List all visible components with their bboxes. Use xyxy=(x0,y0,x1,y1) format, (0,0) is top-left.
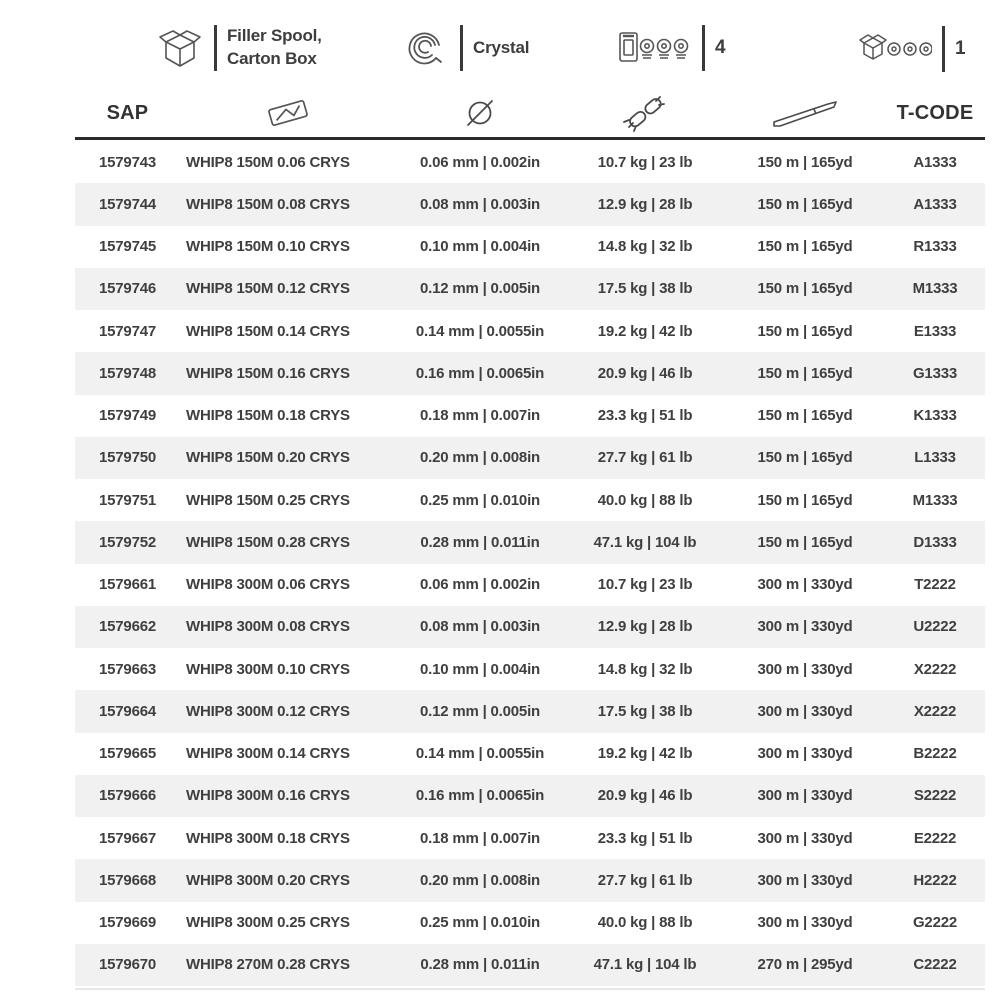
table-row xyxy=(75,775,985,817)
cell-length: 150 m | 165yd xyxy=(757,195,853,213)
cell-diameter: 0.08 mm | 0.003in xyxy=(419,195,541,213)
cell-diameter: 0.28 mm | 0.011in xyxy=(420,533,540,551)
line-coil-icon xyxy=(402,24,450,72)
diameter-icon xyxy=(463,96,497,130)
cell-product-name: WHIP8 300M 0.16 CRYS xyxy=(186,787,350,805)
table-body xyxy=(75,141,985,986)
cell-product-name: WHIP8 270M 0.28 CRYS xyxy=(186,956,350,974)
cell-tcode: S2222 xyxy=(913,787,957,805)
cell-length: 300 m | 330yd xyxy=(757,702,853,720)
cell-length: 150 m | 165yd xyxy=(757,322,853,340)
cell-tcode: X2222 xyxy=(913,660,957,678)
cell-strength: 14.8 kg | 32 lb xyxy=(597,660,693,678)
table-row xyxy=(75,183,985,225)
table-row xyxy=(75,395,985,437)
chain-link-icon xyxy=(623,93,667,133)
table-row xyxy=(75,479,985,521)
cell-length: 150 m | 165yd xyxy=(757,280,853,298)
cell-tcode: E2222 xyxy=(913,829,957,847)
table-row xyxy=(75,690,985,732)
cell-sap: 1579750 xyxy=(99,449,156,467)
cell-strength: 12.9 kg | 28 lb xyxy=(597,618,693,636)
cell-product-name: WHIP8 150M 0.12 CRYS xyxy=(186,280,350,298)
cell-length: 300 m | 330yd xyxy=(757,618,853,636)
table-row xyxy=(75,648,985,690)
cell-strength: 20.9 kg | 46 lb xyxy=(597,364,693,382)
cell-product-name: WHIP8 150M 0.10 CRYS xyxy=(186,238,350,256)
cell-sap: 1579666 xyxy=(99,787,156,805)
cell-product-name: WHIP8 300M 0.12 CRYS xyxy=(186,702,350,720)
cell-tcode: T2222 xyxy=(914,576,956,594)
cell-strength: 17.5 kg | 38 lb xyxy=(597,702,693,720)
cell-diameter: 0.28 mm | 0.011in xyxy=(420,956,540,974)
cell-diameter: 0.18 mm | 0.007in xyxy=(419,829,541,847)
cell-tcode: E1333 xyxy=(913,322,957,340)
cell-tcode: G2222 xyxy=(912,914,958,932)
spools-per-pack-value: 4 xyxy=(715,37,726,58)
cell-tcode: K1333 xyxy=(913,407,957,425)
filler-spool-pack-icon xyxy=(616,24,692,72)
cell-length: 270 m | 295yd xyxy=(757,956,853,974)
packaging-label xyxy=(227,25,322,71)
cell-length: 150 m | 165yd xyxy=(757,153,853,171)
cell-length: 300 m | 330yd xyxy=(757,829,853,847)
cell-diameter: 0.20 mm | 0.008in xyxy=(419,871,541,889)
sap-column-header: SAP xyxy=(106,101,149,124)
cell-diameter: 0.12 mm | 0.005in xyxy=(419,702,541,720)
cell-product-name: WHIP8 150M 0.25 CRYS xyxy=(186,491,350,509)
cell-sap: 1579744 xyxy=(99,195,156,213)
cell-strength: 27.7 kg | 61 lb xyxy=(597,449,693,467)
cell-length: 300 m | 330yd xyxy=(757,871,853,889)
cell-sap: 1579662 xyxy=(99,618,156,636)
cell-product-name: WHIP8 150M 0.08 CRYS xyxy=(186,195,350,213)
cell-diameter: 0.12 mm | 0.005in xyxy=(419,280,541,298)
line-color-info xyxy=(402,24,529,72)
cell-length: 300 m | 330yd xyxy=(757,576,853,594)
cell-strength: 27.7 kg | 61 lb xyxy=(597,871,693,889)
divider xyxy=(214,25,217,71)
cell-product-name: WHIP8 150M 0.14 CRYS xyxy=(186,322,350,340)
table-row xyxy=(75,310,985,352)
packs-per-carton-info xyxy=(858,26,966,72)
table-row xyxy=(75,944,985,986)
table-row xyxy=(75,141,985,183)
table-header xyxy=(75,90,985,136)
cell-strength: 12.9 kg | 28 lb xyxy=(597,195,693,213)
cell-length: 150 m | 165yd xyxy=(757,238,853,256)
cell-sap: 1579663 xyxy=(99,660,156,678)
cell-sap: 1579751 xyxy=(99,491,156,509)
cell-strength: 17.5 kg | 38 lb xyxy=(597,280,693,298)
bottom-rule xyxy=(75,988,985,990)
divider xyxy=(942,26,945,72)
tcode-column-header: T-CODE xyxy=(896,101,974,124)
packaging-info xyxy=(156,22,322,74)
cell-product-name: WHIP8 300M 0.20 CRYS xyxy=(186,871,350,889)
cell-diameter: 0.25 mm | 0.010in xyxy=(419,914,541,932)
cell-diameter: 0.16 mm | 0.0065in xyxy=(415,787,545,805)
cell-sap: 1579747 xyxy=(99,322,156,340)
cell-length: 150 m | 165yd xyxy=(757,449,853,467)
cell-strength: 20.9 kg | 46 lb xyxy=(597,787,693,805)
cell-sap: 1579670 xyxy=(99,956,156,974)
table-row xyxy=(75,859,985,901)
cell-product-name: WHIP8 300M 0.25 CRYS xyxy=(186,914,350,932)
cell-length: 150 m | 165yd xyxy=(757,364,853,382)
cell-product-name: WHIP8 150M 0.16 CRYS xyxy=(186,364,350,382)
cell-diameter: 0.14 mm | 0.0055in xyxy=(415,745,545,763)
table-row xyxy=(75,817,985,859)
carton-pack-icon xyxy=(858,27,932,71)
cell-tcode: A1333 xyxy=(913,195,957,213)
cell-strength: 47.1 kg | 104 lb xyxy=(593,956,697,974)
cell-diameter: 0.06 mm | 0.002in xyxy=(419,153,541,171)
divider xyxy=(460,25,463,71)
packaging-label-line1: Filler Spool, xyxy=(227,26,322,46)
cell-tcode: G1333 xyxy=(912,364,958,382)
cell-tcode: A1333 xyxy=(913,153,957,171)
cell-diameter: 0.08 mm | 0.003in xyxy=(419,618,541,636)
cell-tcode: C2222 xyxy=(913,956,957,974)
table-row xyxy=(75,226,985,268)
cell-diameter: 0.10 mm | 0.004in xyxy=(419,238,541,256)
cell-strength: 10.7 kg | 23 lb xyxy=(597,153,693,171)
packs-per-carton-value: 1 xyxy=(955,38,966,59)
header-rule xyxy=(75,137,985,140)
cell-diameter: 0.14 mm | 0.0055in xyxy=(415,322,545,340)
cell-tcode: D1333 xyxy=(913,533,957,551)
cell-sap: 1579667 xyxy=(99,829,156,847)
cell-strength: 40.0 kg | 88 lb xyxy=(597,914,693,932)
cell-diameter: 0.10 mm | 0.004in xyxy=(419,660,541,678)
cell-length: 300 m | 330yd xyxy=(757,787,853,805)
cell-product-name: WHIP8 300M 0.14 CRYS xyxy=(186,745,350,763)
cell-product-name: WHIP8 300M 0.18 CRYS xyxy=(186,829,350,847)
table-row xyxy=(75,521,985,563)
carton-box-icon xyxy=(156,22,204,74)
cell-diameter: 0.06 mm | 0.002in xyxy=(419,576,541,594)
cell-sap: 1579748 xyxy=(99,364,156,382)
cell-sap: 1579743 xyxy=(99,153,156,171)
cell-product-name: WHIP8 300M 0.10 CRYS xyxy=(186,660,350,678)
cell-tcode: M1333 xyxy=(912,491,958,509)
cell-length: 150 m | 165yd xyxy=(757,491,853,509)
cell-tcode: B2222 xyxy=(913,745,957,763)
table-row xyxy=(75,902,985,944)
table-row xyxy=(75,352,985,394)
table-row xyxy=(75,564,985,606)
cell-product-name: WHIP8 150M 0.20 CRYS xyxy=(186,449,350,467)
cell-product-name: WHIP8 300M 0.08 CRYS xyxy=(186,618,350,636)
cell-diameter: 0.25 mm | 0.010in xyxy=(419,491,541,509)
cell-tcode: M1333 xyxy=(912,280,958,298)
table-row xyxy=(75,437,985,479)
cell-strength: 19.2 kg | 42 lb xyxy=(597,322,693,340)
cell-length: 150 m | 165yd xyxy=(757,533,853,551)
cell-length: 300 m | 330yd xyxy=(757,660,853,678)
cell-strength: 10.7 kg | 23 lb xyxy=(597,576,693,594)
table-row xyxy=(75,733,985,775)
cell-sap: 1579665 xyxy=(99,745,156,763)
cell-product-name: WHIP8 150M 0.06 CRYS xyxy=(186,153,350,171)
cell-tcode: L1333 xyxy=(914,449,956,467)
cell-strength: 23.3 kg | 51 lb xyxy=(597,829,693,847)
cell-length: 300 m | 330yd xyxy=(757,914,853,932)
cell-strength: 23.3 kg | 51 lb xyxy=(597,407,693,425)
spools-per-pack-info xyxy=(616,24,726,72)
line-color-label: Crystal xyxy=(473,37,530,57)
cell-tcode: X2222 xyxy=(913,702,957,720)
cell-diameter: 0.16 mm | 0.0065in xyxy=(415,364,545,382)
cell-tcode: H2222 xyxy=(913,871,957,889)
cell-strength: 19.2 kg | 42 lb xyxy=(597,745,693,763)
cell-tcode: U2222 xyxy=(913,618,957,636)
table-row xyxy=(75,268,985,310)
packaging-label-line2: Carton Box xyxy=(227,49,317,68)
cell-tcode: R1333 xyxy=(913,238,957,256)
product-label-icon xyxy=(260,93,316,133)
cell-strength: 47.1 kg | 104 lb xyxy=(593,533,697,551)
cell-product-name: WHIP8 300M 0.06 CRYS xyxy=(186,576,350,594)
cell-sap: 1579749 xyxy=(99,407,156,425)
cell-sap: 1579752 xyxy=(99,533,156,551)
cell-product-name: WHIP8 150M 0.28 CRYS xyxy=(186,533,350,551)
cell-sap: 1579664 xyxy=(99,702,156,720)
cell-sap: 1579668 xyxy=(99,871,156,889)
cell-product-name: WHIP8 150M 0.18 CRYS xyxy=(186,407,350,425)
cell-strength: 14.8 kg | 32 lb xyxy=(597,238,693,256)
divider xyxy=(702,25,705,71)
cell-diameter: 0.20 mm | 0.008in xyxy=(419,449,541,467)
cell-sap: 1579661 xyxy=(99,576,156,594)
table-row xyxy=(75,606,985,648)
cell-strength: 40.0 kg | 88 lb xyxy=(597,491,693,509)
cell-sap: 1579669 xyxy=(99,914,156,932)
length-icon xyxy=(770,96,840,130)
cell-sap: 1579746 xyxy=(99,280,156,298)
cell-length: 300 m | 330yd xyxy=(757,745,853,763)
cell-sap: 1579745 xyxy=(99,238,156,256)
cell-length: 150 m | 165yd xyxy=(757,407,853,425)
cell-diameter: 0.18 mm | 0.007in xyxy=(419,407,541,425)
